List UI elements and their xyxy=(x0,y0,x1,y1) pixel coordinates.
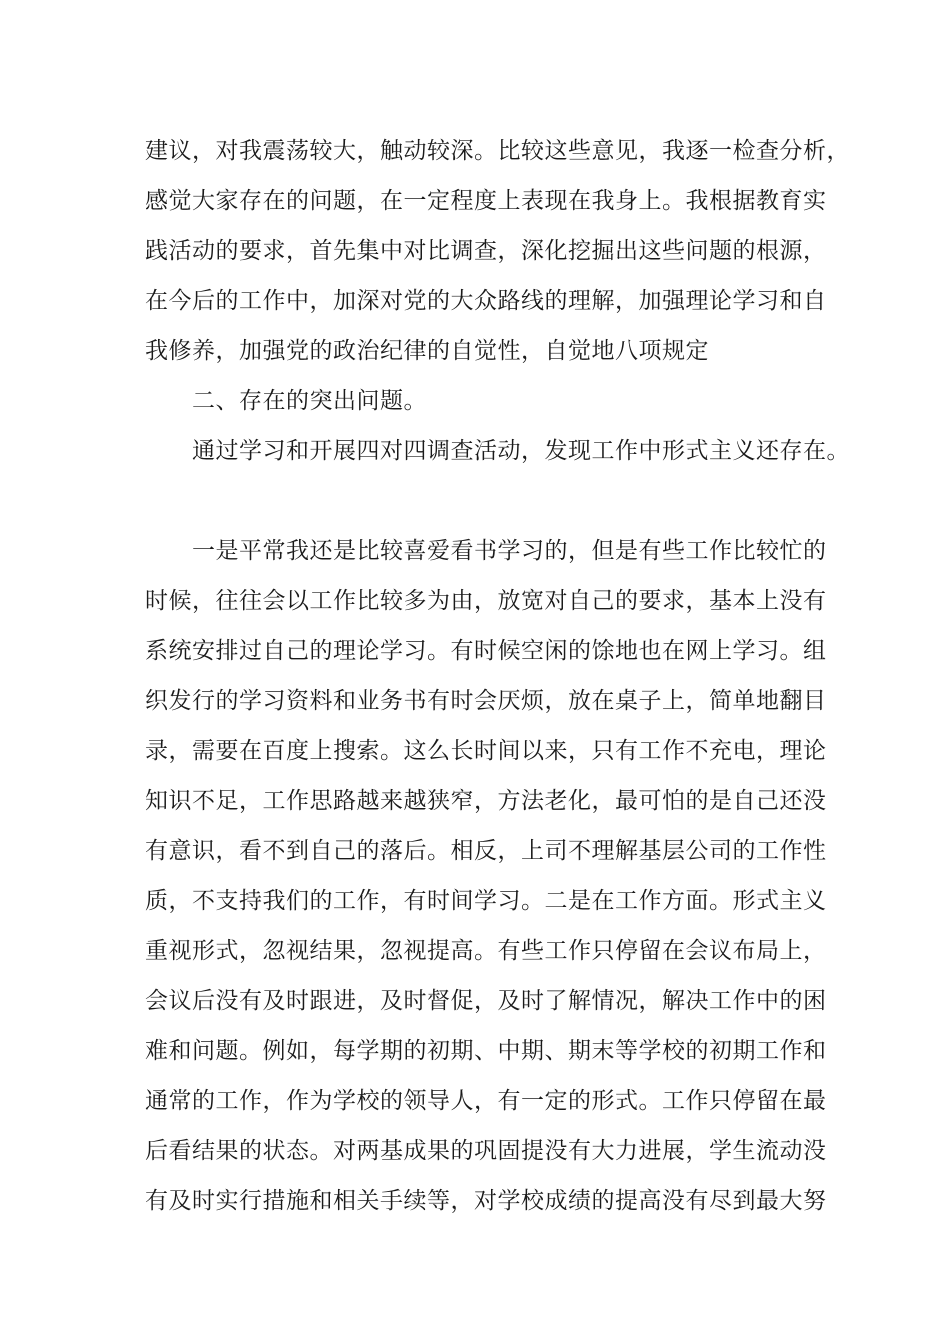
text-line: 建议，对我震荡较大，触动较深。比较这些意见，我逐一检查分析， xyxy=(145,138,850,164)
text-line: 难和问题。例如，每学期的初期、中期、期末等学校的初期工作和 xyxy=(145,1038,827,1064)
text-line: 有及时实行措施和相关手续等，对学校成绩的提高没有尽到最大努 xyxy=(145,1188,827,1214)
text-line: 重视形式，忽视结果，忽视提高。有些工作只停留在会议布局上， xyxy=(145,938,827,964)
text-line: 质，不支持我们的工作，有时间学习。二是在工作方面。形式主义 xyxy=(145,888,827,914)
text-line: 通常的工作，作为学校的领导人，有一定的形式。工作只停留在最 xyxy=(145,1088,827,1114)
text-line: 系统安排过自己的理论学习。有时候空闲的馀地也在网上学习。组 xyxy=(145,638,827,664)
text-line: 会议后没有及时跟进，及时督促，及时了解情况，解决工作中的困 xyxy=(145,988,827,1014)
intro-line: 通过学习和开展四对四调查活动，发现工作中形式主义还存在。 xyxy=(192,438,850,464)
text-line: 一是平常我还是比较喜爱看书学习的，但是有些工作比较忙的 xyxy=(192,538,827,564)
text-line: 践活动的要求，首先集中对比调查，深化挖掘出这些问题的根源， xyxy=(145,238,827,264)
text-line: 在今后的工作中，加深对党的大众路线的理解，加强理论学习和自 xyxy=(145,288,827,314)
text-line: 录，需要在百度上搜索。这么长时间以来，只有工作不充电，理论 xyxy=(145,738,827,764)
text-line: 有意识，看不到自己的落后。相反，上司不理解基层公司的工作性 xyxy=(145,838,827,864)
text-line: 时候，往往会以工作比较多为由，放宽对自己的要求，基本上没有 xyxy=(145,588,827,614)
text-line: 织发行的学习资料和业务书有时会厌烦，放在桌子上，简单地翻目 xyxy=(145,688,827,714)
text-line: 我修养，加强党的政治纪律的自觉性，自觉地八项规定 xyxy=(145,338,709,364)
text-line: 后看结果的状态。对两基成果的巩固提没有大力进展，学生流动没 xyxy=(145,1138,827,1164)
text-line: 知识不足，工作思路越来越狭窄，方法老化，最可怕的是自己还没 xyxy=(145,788,827,814)
section-heading: 二、存在的突出问题。 xyxy=(192,388,427,414)
text-line: 感觉大家存在的问题，在一定程度上表现在我身上。我根据教育实 xyxy=(145,188,827,214)
